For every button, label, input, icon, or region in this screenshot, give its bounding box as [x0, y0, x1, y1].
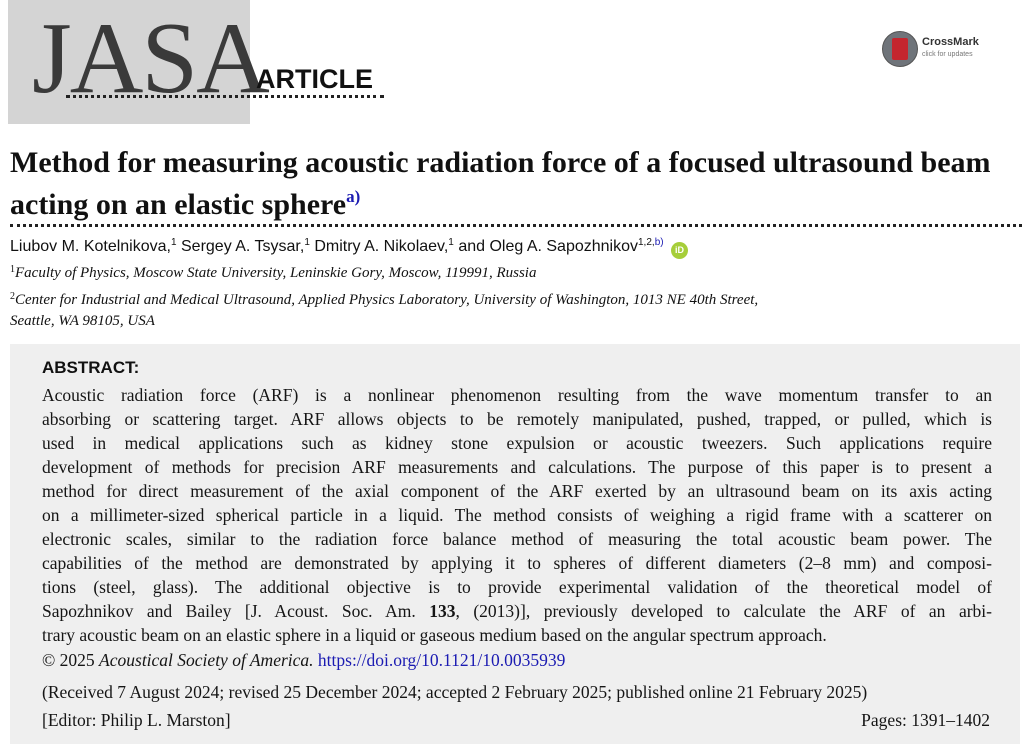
- logo-dotted-rule: [66, 95, 384, 98]
- abstract-heading: ABSTRACT:: [42, 358, 140, 377]
- publisher-name: Acoustical Society of America.: [99, 650, 314, 670]
- crossmark-badge[interactable]: [882, 30, 992, 70]
- abstract-line: tions (steel, glass). The additional objective is to provide experimental validation of the theoretical model of: [42, 577, 992, 597]
- author-affiliation: 1: [170, 237, 177, 248]
- crossmark-icon: [882, 31, 918, 67]
- crossmark-title: CrossMark: [922, 36, 979, 48]
- affiliation-2: $^2$Center for Industrial and Medical Ultrasound, Applied Physics Laboratory, University of Washington, 1013 NE 40th Street, Seattle, WA 98105, USA: [10, 291, 759, 329]
- abstract-line: electronic scales, similar to the radiation force balance method of measuring the total acoustic beam power. The: [42, 529, 992, 549]
- abstract-line: absorbing or scattering target. ARF allows objects to be remotely manipulated, pushed, trapped, or pulled, which is: [42, 409, 992, 429]
- author-list: [10, 237, 688, 259]
- author-name: Dmitry A. Nikolaev,: [314, 238, 449, 255]
- publication-dates: (Received 7 August 2024; revised 25 December 2024; accepted 2 February 2025; published online 21 February 2025): [42, 682, 868, 702]
- author-affiliation: 1,2,b): [638, 237, 664, 248]
- author-name: Liubov M. Kotelnikova,: [10, 238, 171, 255]
- abstract-box: [10, 344, 1020, 744]
- author-footnote-link[interactable]: b): [654, 237, 664, 248]
- journal-logo-box: [8, 0, 268, 124]
- abstract-line: Sapozhnikov and Bailey [J. Acoust. Soc. Am. 133, (2013)], previously developed to calculate the ARF of an arbi-: [42, 601, 992, 621]
- crossmark-subtitle: click for updates: [922, 51, 973, 58]
- author-name: and Oleg A. Sapozhnikov: [458, 238, 638, 255]
- orcid-icon[interactable]: iD: [671, 242, 688, 259]
- abstract-line: used in medical applications such as kidney stone expulsion or acoustic tweezers. Such applications require: [42, 433, 992, 453]
- title-footnote-link[interactable]: a): [346, 187, 361, 206]
- editor-line: [Editor: Philip L. Marston]: [42, 710, 231, 730]
- abstract-line: capabilities of the method are demonstrated by applying it to spheres of different diameters (2–8 mm) and composi-: [42, 553, 992, 573]
- doi-link[interactable]: https://doi.org/10.1121/10.0035939: [317, 650, 566, 670]
- author-name: Sergey A. Tsysar,: [181, 238, 305, 255]
- affiliation-1: $^1$Faculty of Physics, Moscow State University, Leninskie Gory, Moscow, 119991, Russia: [10, 264, 537, 281]
- abstract-line: development of methods for precision ARF measurements and calculations. The purpose of this paper is to present a: [42, 457, 992, 477]
- article-title: [10, 146, 1000, 222]
- author-affiliation: 1: [448, 237, 454, 248]
- title-text: Method for measuring acoustic radiation force of a focused ultrasound beam acting on an elastic sphere: [10, 146, 991, 221]
- page-range: Pages: 1391–1402: [861, 710, 990, 730]
- journal-logo: JASA: [32, 2, 268, 115]
- abstract-line: trary acoustic beam on an elastic sphere in a liquid or gaseous medium based on the angular spectrum approach.: [42, 625, 827, 645]
- abstract-line: on a millimeter-sized spherical particle in a liquid. The method consists of weighing a rigid frame with a scatterer on: [42, 505, 992, 525]
- copyright-line: © 2025 Acoustical Society of America. https://doi.org/10.1121/10.0035939: [42, 650, 566, 670]
- abstract-line: method for direct measurement of the axial component of the ARF exerted by an ultrasound beam on its axis acting: [42, 481, 992, 501]
- author-affiliation: 1: [304, 237, 310, 248]
- article-type-label: ARTICLE: [256, 64, 373, 94]
- abstract-text: [42, 383, 992, 647]
- abstract-line: Acoustic radiation force (ARF) is a nonlinear phenomenon resulting from the wave momentum transfer to an: [42, 385, 992, 405]
- title-dotted-rule: [10, 224, 1022, 227]
